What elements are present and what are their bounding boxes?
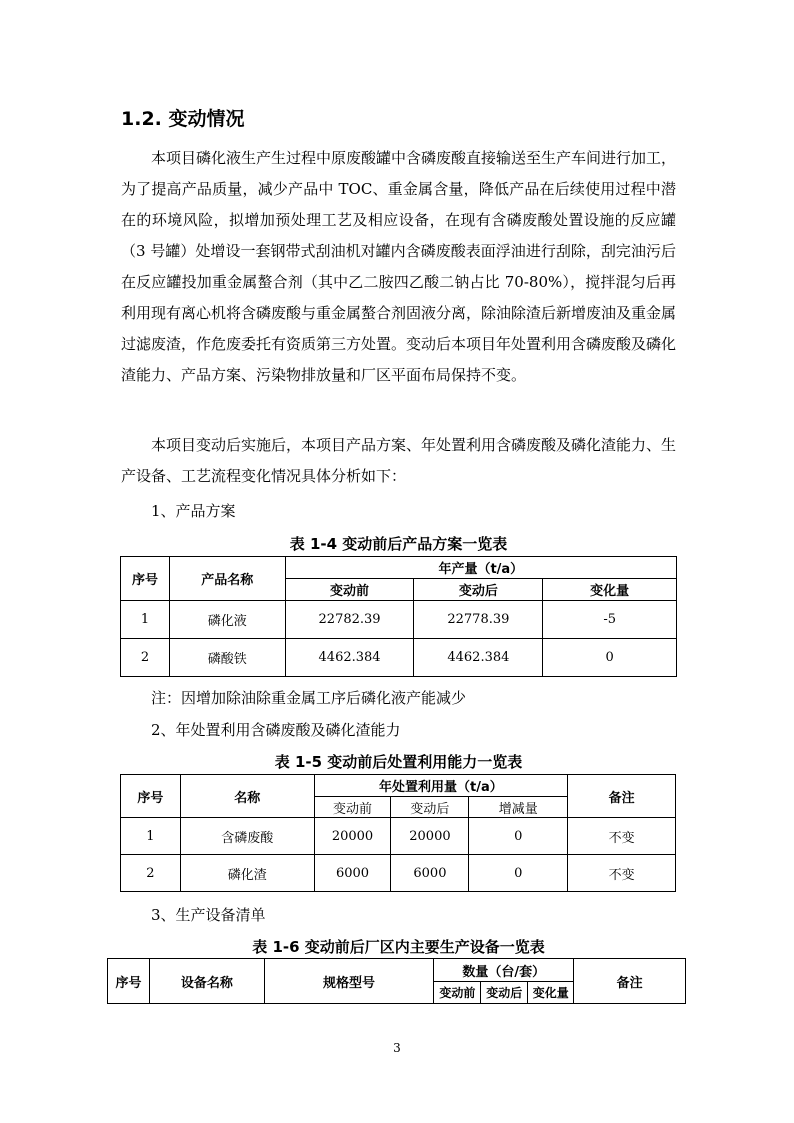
list-item-product-plan: 1、产品方案 (151, 502, 236, 520)
cell-change: 0 (469, 818, 568, 855)
cell-before: 4462.384 (285, 639, 414, 677)
cell-name: 磷酸铁 (169, 639, 285, 677)
cell-before: 22782.39 (285, 601, 414, 639)
paragraph-2-text: 本项目变动后实施后，本项目产品方案、年处置利用含磷废酸及磷化渣能力、生产设备、工艺流程变化情况具体分析如下： (121, 436, 677, 485)
paragraph-1-text: 本项目磷化液生产生过程中原废酸罐中含磷废酸直接输送至生产车间进行加工，为了提高产品质量，减少产品中 TOC、重金属含量，降低产品在后续使用过程中潜在的环境风险，拟增加预处理工艺及相应设备，在现有含磷废酸处置设施的反应罐（3 号罐）处增设一套钢带式刮油机对罐内含磷废酸表面浮油进行刮除，刮完油污后在反应罐投加重金属螯合剂（其中乙二胺四乙酸二钠占比 70-80%），搅拌混匀后再利用现有离心机将含磷废酸与重金属螯合剂固液分离，除油除渣后新增废油及重金属过滤废渣，作危废委托有资质第三方处置。变动后本项目年处置利用含磷废酸及磷化渣能力、产品方案、污染物排放量和厂区平面布局保持不变。 (121, 149, 677, 384)
cell-no: 2 (121, 639, 170, 677)
list-item-equipment: 3、生产设备清单 (151, 906, 266, 924)
header-change: 增减量 (469, 797, 568, 818)
product-plan-table (120, 556, 677, 677)
equipment-table (107, 958, 686, 1004)
capacity-table (120, 774, 676, 892)
page-number: 3 (393, 1041, 401, 1055)
header-after: 变动后 (391, 797, 469, 818)
header-change: 变化量 (528, 982, 574, 1004)
cell-before: 6000 (314, 855, 391, 892)
cell-no: 1 (121, 818, 181, 855)
cell-change: 0 (543, 639, 677, 677)
table-row (121, 639, 677, 677)
cell-after: 20000 (391, 818, 469, 855)
header-change: 变化量 (543, 579, 677, 601)
table-1-caption: 表 1-4 变动前后产品方案一览表 (289, 535, 508, 553)
header-no: 序号 (108, 959, 150, 1004)
cell-after: 22778.39 (414, 601, 543, 639)
header-remark: 备注 (574, 959, 686, 1004)
cell-name: 磷化液 (169, 601, 285, 639)
section-heading: 1.2. 变动情况 (121, 108, 245, 130)
header-annual-capacity: 年处置利用量（t/a） (314, 775, 568, 797)
header-equipment-name: 设备名称 (149, 959, 264, 1004)
cell-before: 20000 (314, 818, 391, 855)
paragraph-1 (121, 143, 676, 391)
cell-name: 磷化渣 (180, 855, 314, 892)
cell-no: 1 (121, 601, 170, 639)
cell-change: -5 (543, 601, 677, 639)
cell-name: 含磷废酸 (180, 818, 314, 855)
table-1-note: 注：因增加除油除重金属工序后磷化液产能减少 (151, 689, 467, 707)
header-before: 变动前 (434, 982, 481, 1004)
header-after: 变动后 (481, 982, 528, 1004)
header-name: 名称 (180, 775, 314, 818)
header-remark: 备注 (568, 775, 676, 818)
list-item-capacity: 2、年处置利用含磷废酸及磷化渣能力 (151, 721, 401, 739)
table-row (121, 855, 676, 892)
table-row (121, 601, 677, 639)
table-row (121, 818, 676, 855)
header-quantity: 数量（台/套） (434, 959, 574, 982)
header-before: 变动前 (314, 797, 391, 818)
table-3-caption: 表 1-6 变动前后厂区内主要生产设备一览表 (252, 938, 545, 956)
header-no: 序号 (121, 557, 170, 601)
cell-change: 0 (469, 855, 568, 892)
header-product-name: 产品名称 (169, 557, 285, 601)
header-after: 变动后 (414, 579, 543, 601)
cell-no: 2 (121, 855, 181, 892)
cell-remark: 不变 (568, 818, 676, 855)
header-annual-output: 年产量（t/a） (285, 557, 676, 579)
header-no: 序号 (121, 775, 181, 818)
cell-remark: 不变 (568, 855, 676, 892)
paragraph-2 (121, 430, 676, 492)
table-2-caption: 表 1-5 变动前后处置利用能力一览表 (274, 753, 523, 771)
cell-after: 4462.384 (414, 639, 543, 677)
cell-after: 6000 (391, 855, 469, 892)
header-before: 变动前 (285, 579, 414, 601)
header-spec: 规格型号 (264, 959, 434, 1004)
